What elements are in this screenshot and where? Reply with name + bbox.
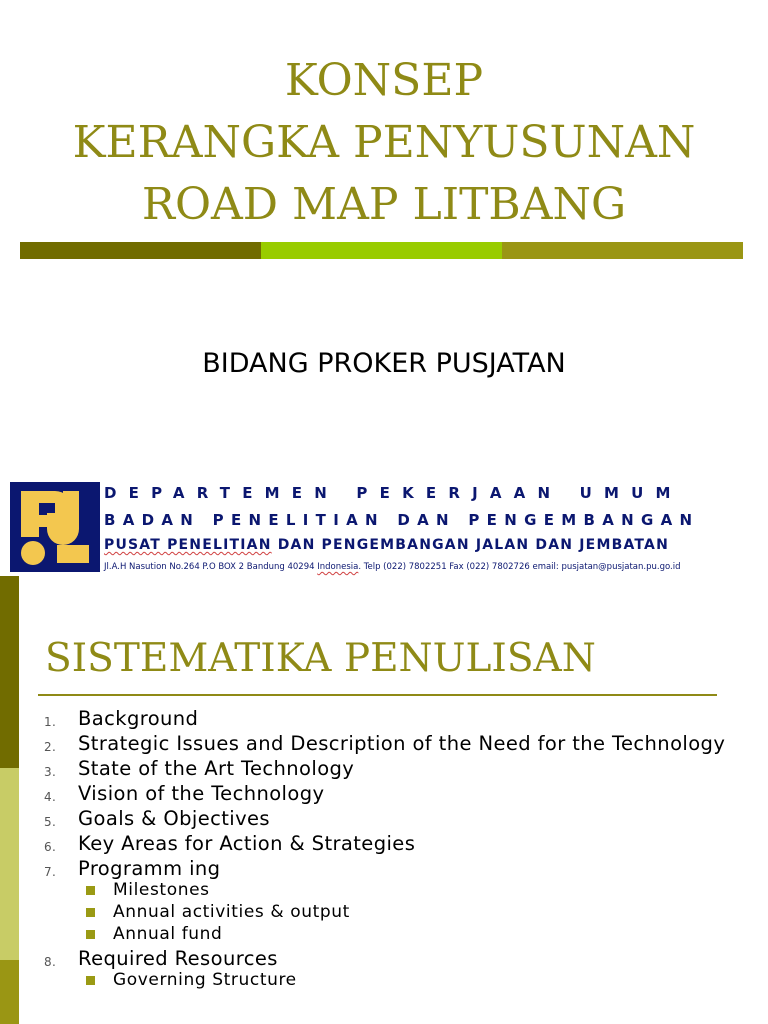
address-part1: Jl.A.H Nasution No.264 P.O BOX 2 Bandung 40294 bbox=[104, 562, 318, 572]
item-label: Key Areas for Action & Strategies bbox=[78, 832, 416, 855]
center-name-part1: PUSAT PENELITIAN bbox=[104, 537, 272, 553]
divider-segment-olive bbox=[502, 242, 743, 259]
sub-item bbox=[78, 970, 744, 990]
pu-logo-graphic bbox=[13, 485, 97, 569]
divider-segment-dark bbox=[20, 242, 261, 259]
divider-segment-lime bbox=[261, 242, 502, 259]
sub-item bbox=[78, 924, 744, 944]
institution-banner bbox=[8, 480, 768, 576]
item-label: Goals & Objectives bbox=[78, 807, 270, 830]
strip-segment-olive bbox=[0, 960, 19, 1024]
item-label: State of the Art Technology bbox=[78, 757, 355, 780]
item-number: 2. bbox=[44, 740, 57, 754]
title-line-3: ROAD MAP LITBANG bbox=[141, 179, 627, 230]
contents-item bbox=[44, 758, 744, 779]
dept-line-ministry: DEPARTEMEN PEKERJAAN UMUM bbox=[104, 484, 683, 502]
contents-item bbox=[44, 858, 744, 944]
item-number: 5. bbox=[44, 815, 57, 829]
contents-list bbox=[44, 708, 744, 994]
title-underline bbox=[38, 694, 717, 696]
slide-contents bbox=[0, 576, 768, 1024]
center-name-part2: DAN PENGEMBANGAN JALAN DAN JEMBATAN bbox=[271, 537, 670, 553]
sub-item-label: Milestones bbox=[113, 880, 210, 900]
item-number: 1. bbox=[44, 715, 57, 729]
side-color-strip bbox=[0, 576, 19, 1024]
item-label: Vision of the Technology bbox=[78, 782, 325, 805]
item-label: Background bbox=[78, 707, 199, 730]
contents-title: SISTEMATIKA PENULISAN bbox=[45, 636, 596, 681]
sub-list bbox=[78, 970, 744, 990]
item-label: Strategic Issues and Description of the Need for the Technology bbox=[78, 732, 726, 755]
strip-segment-dark bbox=[0, 576, 19, 768]
contents-item bbox=[44, 733, 744, 754]
item-label: Required Resources bbox=[78, 947, 278, 970]
strip-segment-light bbox=[0, 768, 19, 960]
square-bullet-icon bbox=[86, 886, 95, 895]
item-number: 3. bbox=[44, 765, 57, 779]
title-line-1: KONSEP bbox=[284, 55, 484, 106]
item-number: 7. bbox=[44, 865, 57, 879]
pu-logo-icon bbox=[10, 482, 100, 572]
square-bullet-icon bbox=[86, 908, 95, 917]
tricolor-divider bbox=[20, 242, 743, 259]
dept-address bbox=[104, 562, 681, 572]
dept-line-center bbox=[104, 537, 669, 553]
sub-item-label: Governing Structure bbox=[113, 970, 297, 990]
address-part2: . Telp (022) 7802251 Fax (022) 7802726 email: pusjatan@pusjatan.pu.go.id bbox=[358, 562, 681, 572]
dept-line-agency: BADAN PENELITIAN DAN PENGEMBANGAN bbox=[104, 511, 700, 529]
contents-item bbox=[44, 708, 744, 729]
contents-item bbox=[44, 808, 744, 829]
contents-item bbox=[44, 833, 744, 854]
sub-item bbox=[78, 880, 744, 900]
square-bullet-icon bbox=[86, 976, 95, 985]
item-label: Programm ing bbox=[78, 857, 221, 880]
item-number: 4. bbox=[44, 790, 57, 804]
contents-item bbox=[44, 783, 744, 804]
sub-item bbox=[78, 902, 744, 922]
item-number: 8. bbox=[44, 955, 57, 969]
cover-subtitle: BIDANG PROKER PUSJATAN bbox=[202, 348, 566, 379]
sub-item-label: Annual activities & output bbox=[113, 902, 350, 922]
address-country: Indonesia bbox=[317, 562, 359, 572]
title-line-2: KERANGKA PENYUSUNAN bbox=[72, 117, 696, 168]
item-number: 6. bbox=[44, 840, 57, 854]
cover-title bbox=[0, 50, 768, 236]
square-bullet-icon bbox=[86, 930, 95, 939]
sub-item-label: Annual fund bbox=[113, 924, 223, 944]
sub-list bbox=[78, 880, 744, 944]
contents-item bbox=[44, 948, 744, 990]
